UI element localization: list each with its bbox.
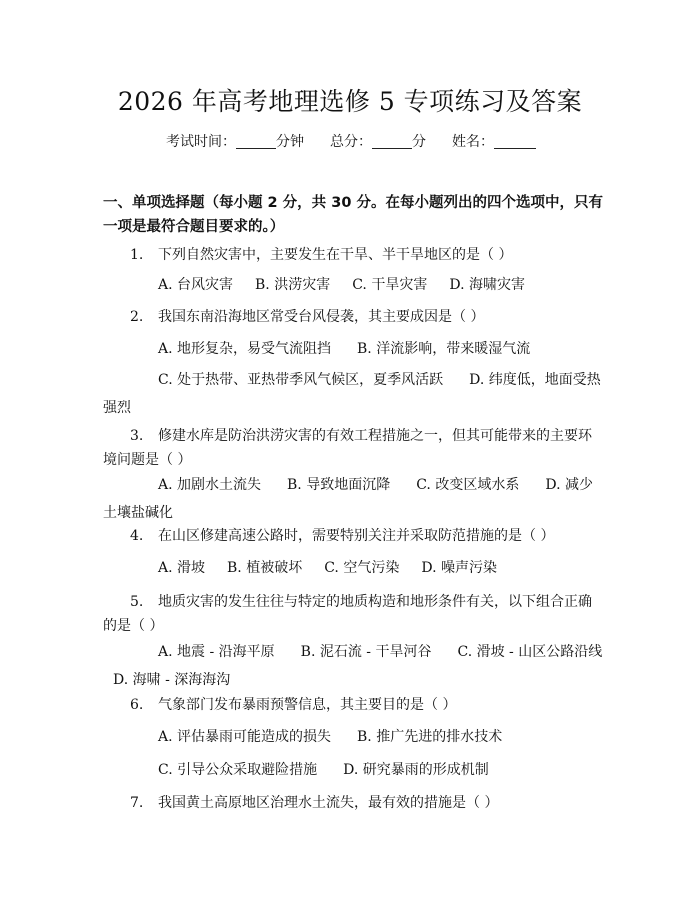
option-b: B. 洋流影响，带来暖湿气流: [357, 341, 531, 357]
question-text: 在山区修建高速公路时，需要特别关注并采取防范措施的是（ ）: [158, 528, 555, 544]
option-d: D. 减少土壤盐碱化: [103, 477, 593, 521]
question-number: 5.: [130, 594, 144, 610]
question-text: 我国黄土高原地区治理水土流失，最有效的措施是（ ）: [158, 795, 499, 811]
option-a: A. 滑坡: [158, 560, 206, 576]
section-heading: 一、单项选择题（每小题 2 分，共 30 分。在每小题列出的四个选项中，只有一项是最符合题目要求的。）: [103, 195, 603, 235]
question-number: 6.: [130, 697, 144, 713]
question-text: 修建水库是防治洪涝灾害的有效工程措施之一，但其可能带来的主要环境问题是（ ）: [103, 428, 592, 468]
question-2: [130, 305, 600, 329]
question-text: 地质灾害的发生往往与特定的地质构造和地形条件有关，以下组合正确的是（ ）: [103, 594, 592, 634]
option-a: A. 台风灾害: [158, 277, 234, 293]
option-b: B. 导致地面沉降: [287, 477, 391, 493]
option-d: D. 海啸 - 深海海沟: [113, 672, 231, 688]
question-1: [130, 243, 600, 267]
option-c: C. 处于热带、亚热带季风气候区，夏季风活跃: [158, 372, 444, 388]
student-name-field: [452, 131, 536, 151]
exam-time-field: [166, 131, 304, 151]
option-c: C. 空气污染: [324, 560, 400, 576]
option-d: D. 海啸灾害: [449, 277, 525, 293]
option-a: A. 地震 - 沿海平原: [158, 644, 275, 660]
time-blank: [236, 133, 276, 149]
question-text: 气象部门发布暴雨预警信息，其主要目的是（ ）: [158, 697, 457, 713]
question-7: [130, 791, 600, 815]
question-3-options: [103, 471, 603, 527]
option-d: D. 纬度低，地面受热强烈: [103, 372, 601, 416]
option-c: C. 滑坡 - 山区公路沿线: [457, 644, 603, 660]
option-d: D. 研究暴雨的形成机制: [343, 762, 489, 778]
question-number: 1.: [130, 247, 144, 263]
score-blank: [372, 133, 412, 149]
question-4-options: [158, 556, 497, 580]
time-label: 考试时间：: [166, 134, 236, 150]
option-c: C. 干旱灾害: [352, 277, 428, 293]
option-c: C. 引导公众采取避险措施: [158, 762, 318, 778]
option-d: D. 噪声污染: [421, 560, 497, 576]
page-title: 2026 年高考地理选修 5 专项练习及答案: [117, 87, 583, 116]
option-a: A. 地形复杂，易受气流阻挡: [158, 341, 332, 357]
time-unit: 分钟: [276, 134, 304, 150]
question-text: 我国东南沿海地区常受台风侵袭，其主要成因是（ ）: [158, 309, 485, 325]
option-b: B. 推广先进的排水技术: [357, 729, 503, 745]
question-1-options: [158, 273, 525, 297]
score-label: 总分：: [330, 134, 372, 150]
option-a: A. 加剧水土流失: [158, 477, 262, 493]
question-number: 7.: [130, 795, 144, 811]
question-6-options-row1: [158, 725, 502, 749]
option-b: B. 植被破坏: [227, 560, 303, 576]
option-b: B. 泥石流 - 干旱河谷: [300, 644, 432, 660]
question-4: [130, 524, 600, 548]
name-label: 姓名：: [452, 134, 494, 150]
question-number: 4.: [130, 528, 144, 544]
total-score-field: [330, 131, 426, 151]
question-number: 2.: [130, 309, 144, 325]
score-unit: 分: [412, 134, 426, 150]
option-a: A. 评估暴雨可能造成的损失: [158, 729, 332, 745]
question-5: [103, 590, 603, 638]
question-text: 下列自然灾害中，主要发生在干旱、半干旱地区的是（ ）: [158, 247, 513, 263]
question-5-options: [103, 638, 603, 694]
name-blank: [494, 133, 536, 149]
question-number: 3.: [130, 428, 144, 444]
question-2-options-row2: [103, 366, 603, 422]
question-6-options-row2: [158, 758, 489, 782]
option-c: C. 改变区域水系: [416, 477, 520, 493]
option-b: B. 洪涝灾害: [255, 277, 331, 293]
question-3: [103, 424, 603, 472]
question-2-options-row1: [158, 337, 530, 361]
question-6: [130, 693, 600, 717]
